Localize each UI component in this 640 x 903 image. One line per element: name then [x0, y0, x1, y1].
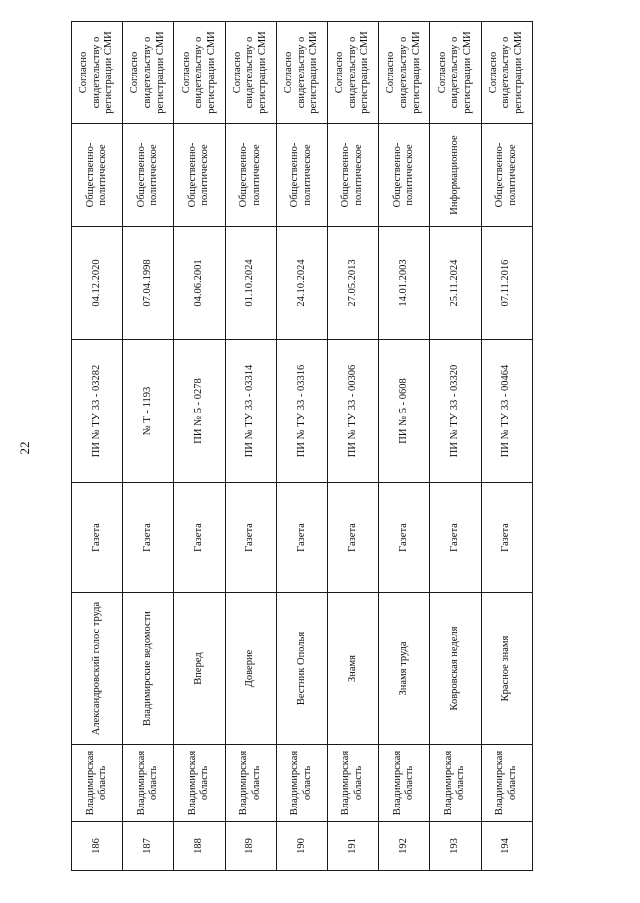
registration-number-cell: ПИ № ТУ 33 - 00306 [327, 340, 378, 483]
table-row [276, 22, 327, 871]
table-body [72, 22, 533, 871]
region-cell: Владимирская область [174, 745, 225, 822]
row-number-cell: 191 [327, 822, 378, 871]
table-row [379, 22, 430, 871]
registration-number-cell: ПИ № ТУ 33 - 03314 [225, 340, 276, 483]
region-cell: Владимирская область [379, 745, 430, 822]
registration-number-cell: ПИ № ТУ 33 - 03282 [72, 340, 123, 483]
registration-date-cell: 04.06.2001 [174, 227, 225, 340]
rotated-table-container [71, 22, 532, 871]
row-number-cell: 193 [430, 822, 481, 871]
table-row [123, 22, 174, 871]
media-name-cell: Владимирские ведомости [123, 593, 174, 745]
topic-cell: Общественно-политическое [481, 124, 532, 227]
register-table-area [71, 22, 532, 871]
media-type-cell: Газета [174, 483, 225, 593]
note-cell: Согласно свидетельству о регистрации СМИ [123, 22, 174, 124]
registration-date-cell: 14.01.2003 [379, 227, 430, 340]
registration-number-cell: ПИ № 5 - 0608 [379, 340, 430, 483]
table-row [174, 22, 225, 871]
media-name-cell: Вперед [174, 593, 225, 745]
region-cell: Владимирская область [327, 745, 378, 822]
media-type-cell: Газета [225, 483, 276, 593]
media-register-table [71, 21, 533, 871]
media-type-cell: Газета [72, 483, 123, 593]
registration-date-cell: 07.04.1998 [123, 227, 174, 340]
media-type-cell: Газета [123, 483, 174, 593]
topic-cell: Общественно-политическое [225, 124, 276, 227]
registration-date-cell: 07.11.2016 [481, 227, 532, 340]
region-cell: Владимирская область [481, 745, 532, 822]
topic-cell: Общественно-политическое [379, 124, 430, 227]
table-row [327, 22, 378, 871]
region-cell: Владимирская область [430, 745, 481, 822]
table-row [430, 22, 481, 871]
table-row [225, 22, 276, 871]
registration-date-cell: 24.10.2024 [276, 227, 327, 340]
row-number-cell: 192 [379, 822, 430, 871]
region-cell: Владимирская область [123, 745, 174, 822]
region-cell: Владимирская область [72, 745, 123, 822]
media-name-cell: Красное знамя [481, 593, 532, 745]
note-cell: Согласно свидетельству о регистрации СМИ [72, 22, 123, 124]
media-type-cell: Газета [276, 483, 327, 593]
registration-date-cell: 25.11.2024 [430, 227, 481, 340]
row-number-cell: 186 [72, 822, 123, 871]
registration-number-cell: ПИ № ТУ 33 - 00464 [481, 340, 532, 483]
note-cell: Согласно свидетельству о регистрации СМИ [327, 22, 378, 124]
media-type-cell: Газета [430, 483, 481, 593]
media-name-cell: Знамя [327, 593, 378, 745]
topic-cell: Общественно-политическое [174, 124, 225, 227]
registration-number-cell: ПИ № 5 - 0278 [174, 340, 225, 483]
media-name-cell: Знамя труда [379, 593, 430, 745]
topic-cell: Общественно-политическое [327, 124, 378, 227]
table-row [481, 22, 532, 871]
topic-cell: Общественно-политическое [72, 124, 123, 227]
media-type-cell: Газета [481, 483, 532, 593]
row-number-cell: 188 [174, 822, 225, 871]
row-number-cell: 189 [225, 822, 276, 871]
table-row [72, 22, 123, 871]
note-cell: Согласно свидетельству о регистрации СМИ [276, 22, 327, 124]
media-name-cell: Доверие [225, 593, 276, 745]
row-number-cell: 190 [276, 822, 327, 871]
media-type-cell: Газета [327, 483, 378, 593]
registration-number-cell: № Т - 1193 [123, 340, 174, 483]
note-cell: Согласно свидетельству о регистрации СМИ [481, 22, 532, 124]
region-cell: Владимирская область [225, 745, 276, 822]
topic-cell: Общественно-политическое [276, 124, 327, 227]
registration-date-cell: 04.12.2020 [72, 227, 123, 340]
row-number-cell: 187 [123, 822, 174, 871]
page-number: 22 [17, 441, 32, 455]
media-type-cell: Газета [379, 483, 430, 593]
topic-cell: Общественно-политическое [123, 124, 174, 227]
note-cell: Согласно свидетельству о регистрации СМИ [379, 22, 430, 124]
topic-cell: Информационное [430, 124, 481, 227]
region-cell: Владимирская область [276, 745, 327, 822]
media-name-cell: Александровский голос труда [72, 593, 123, 745]
note-cell: Согласно свидетельству о регистрации СМИ [430, 22, 481, 124]
note-cell: Согласно свидетельству о регистрации СМИ [225, 22, 276, 124]
registration-number-cell: ПИ № ТУ 33 - 03320 [430, 340, 481, 483]
media-name-cell: Ковровская неделя [430, 593, 481, 745]
registration-date-cell: 27.05.2013 [327, 227, 378, 340]
registration-number-cell: ПИ № ТУ 33 - 03316 [276, 340, 327, 483]
note-cell: Согласно свидетельству о регистрации СМИ [174, 22, 225, 124]
media-name-cell: Вестник Ополья [276, 593, 327, 745]
row-number-cell: 194 [481, 822, 532, 871]
registration-date-cell: 01.10.2024 [225, 227, 276, 340]
